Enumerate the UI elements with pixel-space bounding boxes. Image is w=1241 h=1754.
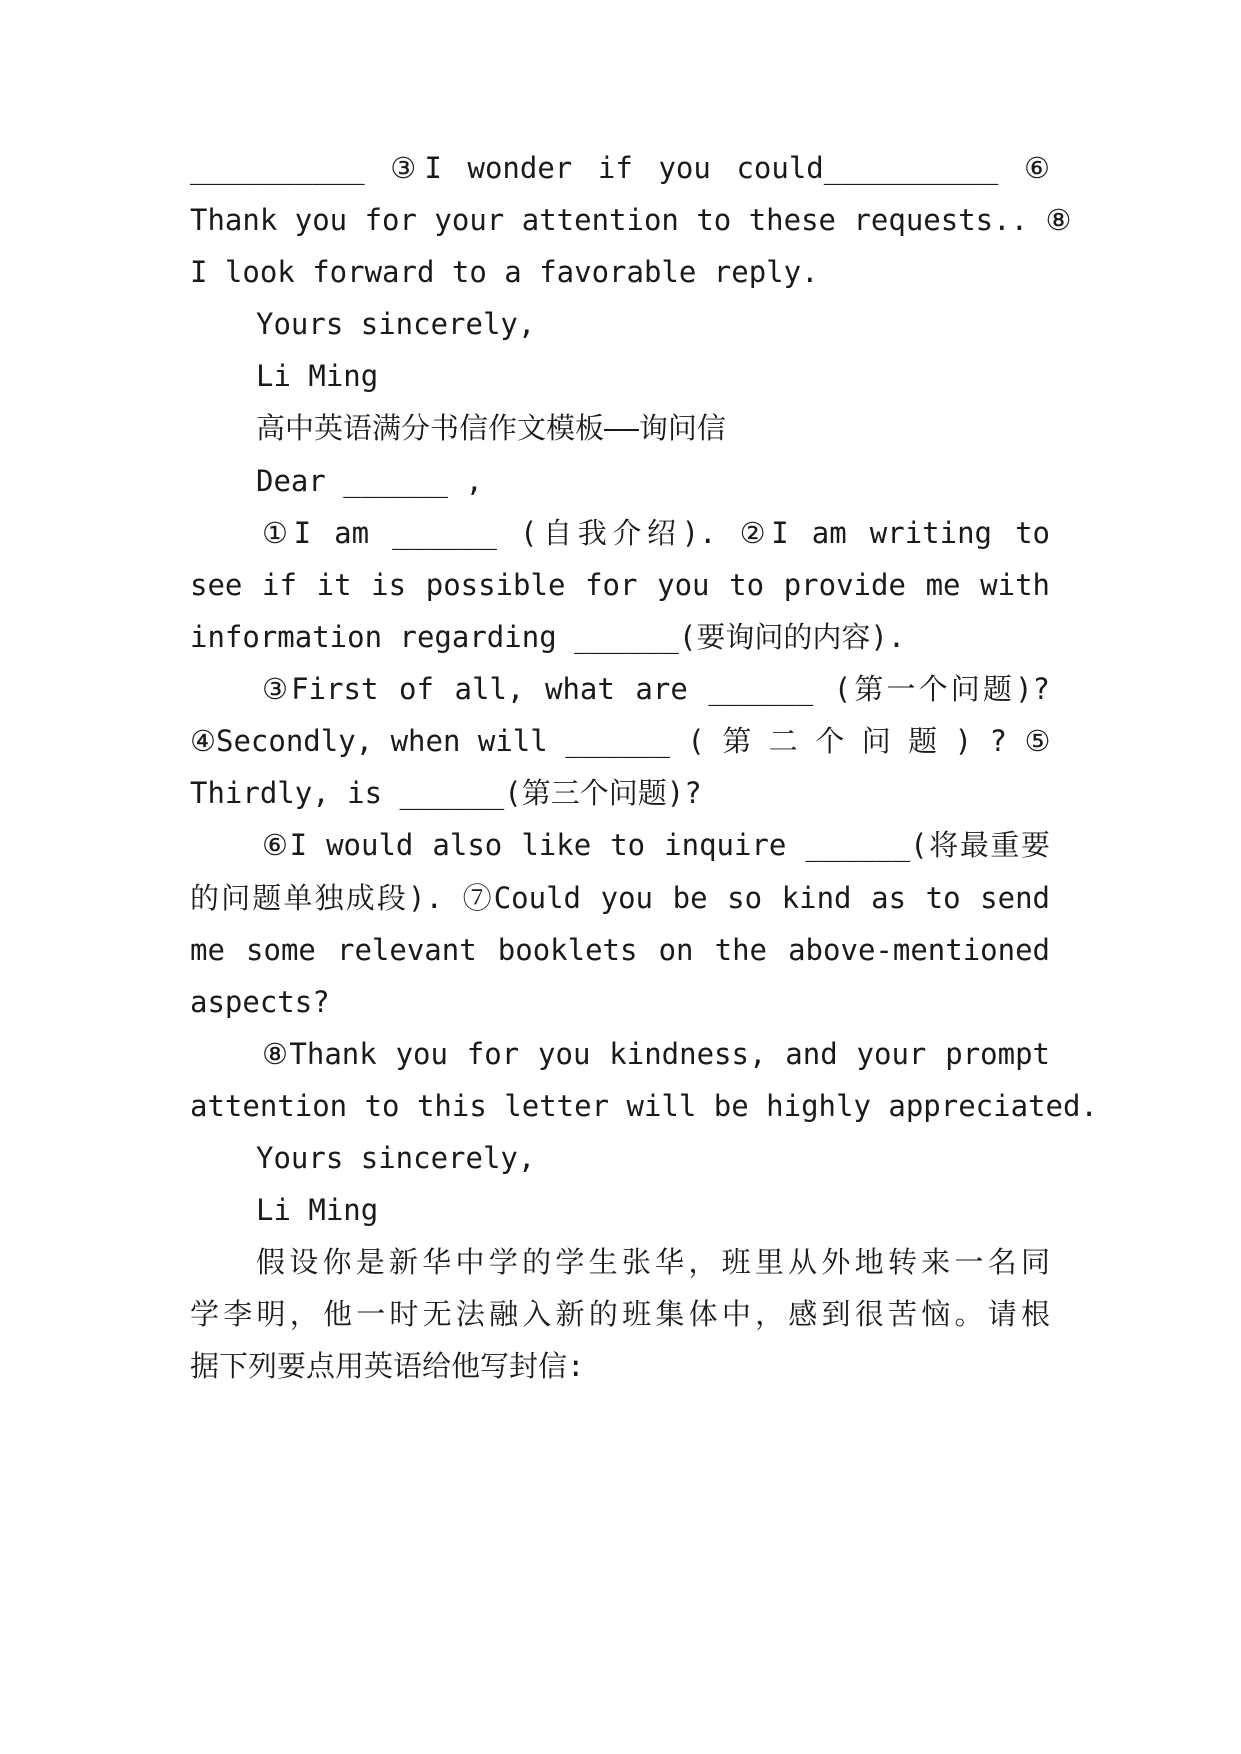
text-line: ③First of all, what are ______ (第一个问题)? (262, 672, 1050, 706)
closing: Yours sincerely, (256, 1141, 536, 1175)
text-line: Thirdly, is ______(第三个问题)? (190, 776, 702, 810)
text-line: ④Secondly, when will ______ ( 第 二 个 问 题 ) ? ⑤ (190, 724, 1051, 758)
text-line: 学李明，他一时无法融入新的班集体中，感到很苦恼。请根 (190, 1297, 1050, 1331)
salutation: Dear ______ , (256, 464, 483, 498)
text-line: __________ ③I wonder if you could__________ ⑥ (190, 151, 1050, 185)
text-line: 的问题单独成段). ⑦Could you be so kind as to send (190, 881, 1050, 915)
text-line: ⑥I would also like to inquire ______(将最重要 (262, 828, 1050, 862)
section-title: 高中英语满分书信作文模板——询问信 (256, 411, 726, 445)
text-line: 假设你是新华中学的学生张华，班里从外地转来一名同 (256, 1245, 1050, 1279)
text-line: attention to this letter will be highly appreciated. (190, 1089, 1098, 1123)
text-line: see if it is possible for you to provide me with (190, 568, 1050, 602)
text-line: ⑧Thank you for you kindness, and your prompt (262, 1037, 1050, 1071)
text-line: I look forward to a favorable reply. (190, 255, 819, 289)
text-line: aspects? (190, 985, 330, 1019)
text-line: Thank you for your attention to these requests.. ⑧ (190, 203, 1072, 237)
text-line: ①I am ______ (自我介绍). ②I am writing to (262, 516, 1050, 550)
text-line: me some relevant booklets on the above-mentioned (190, 933, 1050, 967)
closing: Yours sincerely, (256, 307, 536, 341)
text-line: information regarding ______(要询问的内容). (190, 620, 906, 654)
signature-name: Li Ming (256, 1193, 379, 1227)
signature-name: Li Ming (256, 359, 379, 393)
text-line: 据下列要点用英语给他写封信: (190, 1349, 585, 1383)
